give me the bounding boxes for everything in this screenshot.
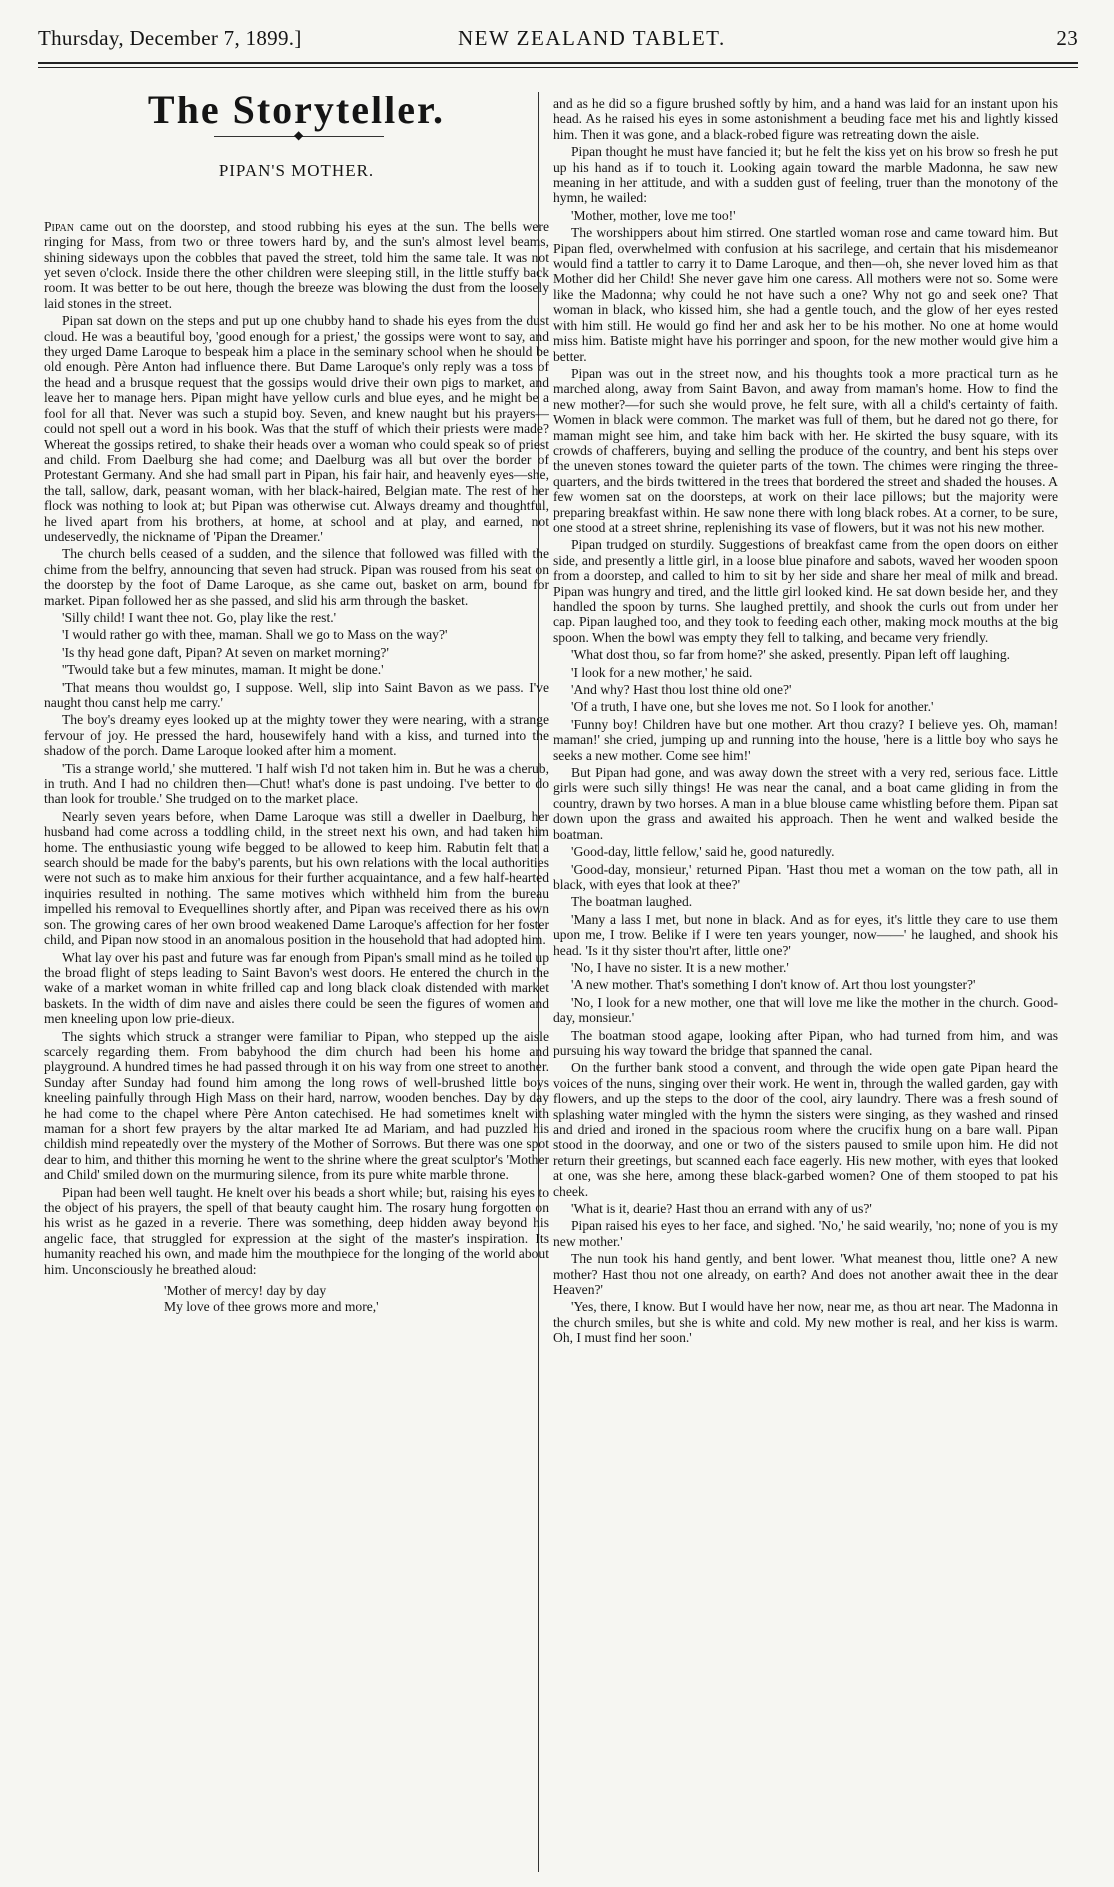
paragraph: Pipan thought he must have fancied it; but he felt the kiss yet on his brow so fresh he put up his hand as if to touch it. Looking again toward the marble Madonna, he saw new meaning in her attitude, and with a sudden gust of feeling, truer than the monotony of the hymn, he wailed: — [553, 144, 1058, 206]
paragraph: 'No, I have no sister. It is a new mother.' — [571, 959, 789, 975]
paragraph: Pipan was out in the street now, and his thoughts took a more practical turn as he marched along, away from Saint Bavon, and away from maman's home. How to find the new mother?—for such she would prove, he felt sure, with all a child's certainty of faith. Women in black were common. The market was full of them, but he dared not go there, for maman might see him, and take him back with her. He skirted the busy square, with its crowds of chafferers, buying and selling the produce of the country, and bent his steps over the uneven stones toward the quieter parts of the town. The chimes were ringing the three-quarters, and the birds twittered in the trees that bordered the street and shaded the houses. A few women sat on the doorsteps, at work on their lace pillows; but the majority were preparing breakfast within. He saw none there with long black robes. At a corner, to be sure, one stood at a street shrine, replenishing its vase of flowers, but it was not his new mother. — [553, 365, 1058, 535]
paragraph: 'Good-day, monsieur,' returned Pipan. 'Hast thou met a woman on the tow path, all in black, with eyes that look at thee?' — [553, 861, 1058, 892]
story-title: PIPAN'S MOTHER. — [218, 161, 375, 181]
paragraph: But Pipan had gone, and was away down the street with a very red, serious face. Little girls were such silly things! He was near the canal, and a boat came gliding in from the country, drawn by two horses. A man in a blue blouse came whistling before them. Pipan sat down upon the grass and awaited his approach. Then he went and walked beside the boatman. — [553, 765, 1058, 842]
paragraph: 'Good-day, little fellow,' said he, good naturedly. — [571, 844, 835, 860]
right-paragraphs — [553, 96, 1058, 1346]
verse — [164, 1283, 549, 1315]
header-rule-bottom — [38, 67, 1078, 68]
paragraph: 'That means thou wouldst go, I suppose. Well, slip into Saint Bavon as we pass. I've naught thou canst help me carry.' — [44, 679, 549, 710]
paragraph: The sights which struck a stranger were familiar to Pipan, who stepped up the aisle scarcely regarding them. From babyhood the dim church had been his home and playground. A hundred times he had passed through it on his way from one street to another. Sunday after Sunday had found him among the long rows of well-brushed little boys kneeling painfully through High Mass on their hard, narrow, wooden benches. Day by day he had come to the chapel where Père Anton catechised. He had sometimes knelt with maman for a short few prayers by the altar marked Ite ad Mariam, and had puzzled his childish mind repeatedly over the mystery of the Mother of Sorrows. But there was one spot dear to him, and thither this morning he went to the shrine where the great sculptor's 'Mother and Child' smiled down on the murmuring silence, from its pure white marble throne. — [44, 1028, 549, 1183]
paragraph: Pipan had been well taught. He knelt over his beads a short while; but, raising his eyes to the object of his prayers, the spell of that beauty caught him. The rosary hung forgotten on his wrist as he gazed in a reverie. There was something, deep hidden away beyond his angelic face, that struggled for expression at the sight of the master's inspiration. Its humanity reached his own, and made him the mouthpiece for the longing of the world about him. Unconsciously he breathed aloud: — [44, 1184, 549, 1277]
paragraph: 'I look for a new mother,' he said. — [571, 664, 753, 680]
paragraph: 'Of a truth, I have one, but she loves me not. So I look for another.' — [571, 699, 934, 715]
verse-line: My love of thee grows more and more,' — [164, 1299, 379, 1315]
paragraph: 'A new mother. That's something I don't know of. Art thou lost youngster?' — [571, 977, 976, 993]
paragraph: The nun took his hand gently, and bent lower. 'What meanest thou, little one? A new mother? Hast thou not one already, on earth? And does not another await thee in the dear Heaven?' — [553, 1251, 1058, 1298]
left-paragraphs — [44, 219, 549, 1277]
right-column — [553, 96, 1058, 1868]
paragraph: 'Mother, mother, love me too!' — [571, 207, 736, 223]
paragraph: 'No, I look for a new mother, one that will love me like the mother in the church. Good-day, monsieur.' — [553, 994, 1058, 1026]
paragraph: The worshippers about him stirred. One startled woman rose and came toward him. But Pipan fled, overwhelmed with confusion at his sacrilege, and certain that his misdemeanor would find a tattler to carry it to Dame Laroque, and then—oh, she never loved him as that Mother did her Child! She never gave him one caress. All mothers were not so. Some were like the Madonna; why could he not have such a one? Why not go and seek one? That woman in black, who kissed him, she had a gentle touch, and the glow of her eyes rested with him still. He would go find her and ask her to be his mother. No one at home would miss him. Batiste might have his porringer and spoon, for the new mother would give him a better. — [553, 225, 1058, 364]
paragraph: On the further bank stood a convent, and through the wide open gate Pipan heard the voices of the nuns, singing over their work. He went in, through the walled garden, gay with flowers, and up the steps to the door of the cool, airy laundry. There was a fresh sound of splashing water mingled with the hymn the sisters were singing, as they washed and rinsed and dried and ironed in the spacious room where the crucifix hung on a bare wall. Pipan stood in the doorway, and one or two of the sisters paused to smile upon him. He did not return their greetings, but scanned each face eagerly. His new mother, with eyes that looked at one, was she here, among these black-garbed women? One of them stooped to pat his cheek. — [553, 1060, 1058, 1199]
page-number: 23 — [1056, 26, 1078, 50]
header-rule-top — [38, 62, 1078, 64]
diamond-icon: ◆ — [294, 128, 304, 143]
paragraph: Pipan sat down on the steps and put up one chubby hand to shade his eyes from the dust cloud. He was a beautiful boy, 'good enough for a priest,' the gossips were wont to say, and they urged Dame Laroque to bespeak him a place in the seminary school when he should be old enough. Père Anton had influence there. But Dame Laroque's only reply was a toss of the head and a brusque request that the gossips would drive their own pigs to market, and leave her to manage hers. Pipan might have yellow curls and blue eyes, and he might be a fool for all that. Never was such a stupid boy. Seven, and knew naught but his prayers—could not spell out a word in his book. Was that the stuff of which their priests were made? Whereat the gossips retired, to shake their heads over a woman who could speak so of priest and child. From Daelburg she had come; and Daelburg was all but over the border of Protestant Germany. And she had small part in Pipan, his fair hair, and heavenly eyes—she, the tall, sallow, dark, peasant woman, with her black-haired, Belgian mate. The rest of her flock was nothing to look at; but Pipan was otherwise cut. Always dreamy and thoughtful, he lived apart from his brothers, at home, at school and at play, and earned, not undeservedly, the nickname of 'Pipan the Dreamer.' — [44, 313, 549, 544]
paragraph: 'Funny boy! Children have but one mother. Art thou crazy? I believe yes. Oh, maman! maman!' she cried, jumping up and running into the house, 'here is a little boy who says he seeks a new mother. Come see him!' — [553, 716, 1058, 763]
issue-date: Thursday, December 7, 1899.] — [38, 26, 302, 50]
paragraph: What lay over his past and future was far enough from Pipan's small mind as he toiled up the broad flight of steps leading to Saint Bavon's west doors. He entered the church in the wake of a market woman in white frilled cap and long black cloak distended with market baskets. In the width of dim nave and aisles there could be seen the figures of women and men kneeling upon low prie-dieux. — [44, 949, 549, 1027]
paragraph: The boy's dreamy eyes looked up at the mighty tower they were nearing, with a strange fervour of joy. He pressed the hard, housewifely hand with a kiss, and turned into the shadow of the porch. Dame Laroque looked after him a moment. — [44, 712, 549, 759]
paragraph: The church bells ceased of a sudden, and the silence that followed was filled with the chime from the belfry, announcing that seven had struck. Pipan was roused from his seat on the doorstep by the foot of Dame Laroque, as she came out, basket on arm, bound for market. Pipan followed her as she passed, and slid his arm through the basket. — [44, 546, 549, 608]
paragraph: 'Silly child! I want thee not. Go, play like the rest.' — [62, 609, 337, 625]
left-column — [44, 96, 549, 1868]
verse-line: 'Mother of mercy! day by day — [164, 1283, 327, 1299]
paragraph — [44, 219, 549, 311]
paragraph: 'And why? Hast thou lost thine old one?' — [571, 682, 792, 698]
paragraph: and as he did so a figure brushed softly by him, and a hand was laid for an instant upon his head. As he raised his eyes in some astonishment a beuding face met his and lightly kissed him. Then it was gone, and a black-robed figure was retreating down the aisle. — [553, 96, 1058, 142]
paragraph: The boatman stood agape, looking after Pipan, who had turned from him, and was pursuing his way toward the bridge that spanned the canal. — [553, 1027, 1058, 1058]
paragraph: 'Yes, there, I know. But I would have her now, near me, as thou art near. The Madonna in the church smiles, but she is white and cold. My new mother is real, and her kiss is warm. Oh, I must find her soon.' — [553, 1299, 1058, 1346]
drop-word: Pipan — [44, 218, 74, 234]
paragraph: Nearly seven years before, when Dame Laroque was still a dweller in Daelburg, her husband had come across a toddling child, in the street next his own, and had taken him home. The enthusiastic young wife begged to be allowed to keep him. Rabutin felt that a search should be made for the baby's parents, but his own relations with the local authorities were not such as to make him anxious for their further acquaintance, and a few half-hearted inquiries resulted in nothing. The same motives which withheld him from the bureau impelled his removal to Evequellines shortly after, and Pipan was received there as his own son. The growing cares of her own brood weakened Dame Laroque's affection for her foster child, and Pipan now stood in an anomalous position in the household that had adopted him. — [44, 808, 549, 948]
paragraph: ''Twould take but a few minutes, maman. It might be done.' — [62, 662, 384, 678]
section-title: The Storyteller. — [147, 96, 446, 132]
paragraph: Pipan trudged on sturdily. Suggestions of breakfast came from the open doors on either side, and presently a little girl, in a loose blue pinafore and sabots, waved her wooden spoon from a doorstep, and called to him to sit by her side and share her meal of milk and bread. Pipan was hungry and tired, and the little girl looked kind. He sat down beside her, and they handled the spoon by turns. She laughed prettily, and shook the curls out from under her cap. Pipan laughed too, and they took to feeding each other, making mock mouths at the big spoon. When the bowl was empty they fell to talking, and became very friendly. — [553, 537, 1058, 645]
paragraph: 'Is thy head gone daft, Pipan? At seven on market morning?' — [62, 644, 389, 660]
paragraph: 'Many a lass I met, but none in black. And as for eyes, it's little they care to use them upon me, I trow. Belike if I were ten years younger, now——' he laughed, and shook his head. 'Is it thy sister thou'rt after, little one?' — [553, 911, 1058, 958]
page-header — [38, 22, 1078, 56]
paragraph: Pipan raised his eyes to her face, and sighed. 'No,' he said wearily, 'no; none of you is my new mother.' — [553, 1218, 1058, 1249]
paragraph: 'Tis a strange world,' she muttered. 'I half wish I'd not taken him in. But he was a cherub, in truth. And I had no children then—Chut! what's done is past undoing. I've better to do than look for trouble.' She trudged on to the market place. — [44, 760, 549, 807]
paragraph: 'What is it, dearie? Hast thou an errand with any of us?' — [571, 1201, 872, 1217]
publication-title: NEW ZEALAND TABLET. — [458, 26, 726, 50]
paragraph-text: came out on the doorstep, and stood rubbing his eyes at the sun. The bells were ringing for Mass, from two or three towers hard by, and the sun's almost level beams, shining sideways upon the cobbles that paved the street, told him the same tale. It was not yet seven o'clock. Inside there the other children were sleeping still, in the little stuffy back room. It was better to be out here, though the breeze was blowing the dust from the loosely laid stones in the street. — [44, 218, 549, 311]
paragraph: 'I would rather go with thee, maman. Shall we go to Mass on the way?' — [62, 627, 448, 643]
paragraph: 'What dost thou, so far from home?' she asked, presently. Pipan left off laughing. — [571, 647, 1011, 663]
title-ornament — [44, 128, 549, 143]
paragraph: The boatman laughed. — [571, 894, 693, 910]
